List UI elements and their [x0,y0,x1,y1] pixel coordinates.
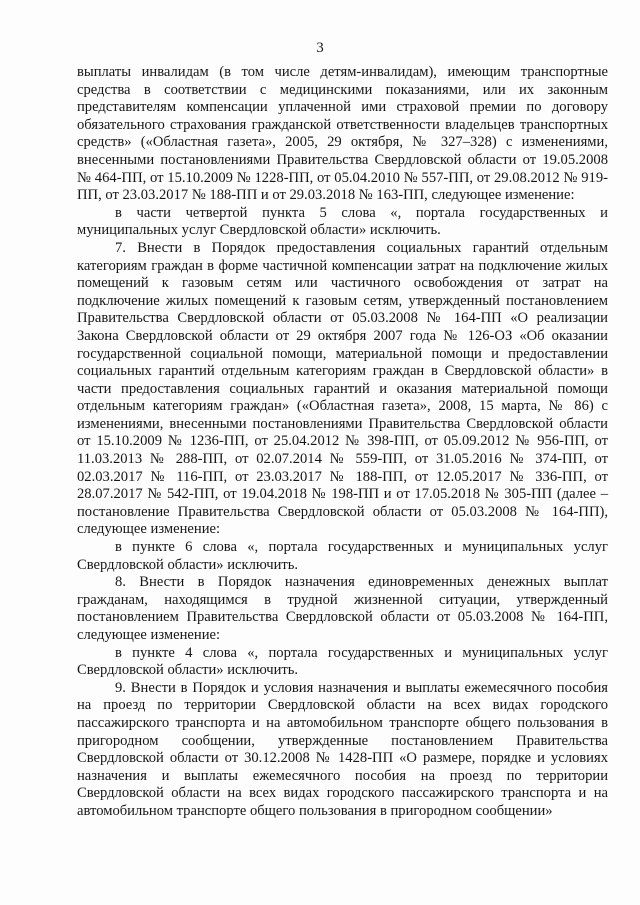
paragraph-item-7: 7. Внести в Порядок предоставления социальных гарантий отдельным категориям граждан в форме частичной компенсации затрат на подключение жилых помещений к газовым сетям или частичного освобождения от затрат на подключение жилых помещений к газовым сетям, утвержденный постановлением Правительства Свердловской области от 05.03.2008 № 164-ПП «О реализации Закона Свердловской области от 29 октября 2007 года № 126-ОЗ «Об оказании государственной социальной помощи, материальной помощи и предоставлении социальных гарантий отдельным категориям граждан в Свердловской области» в части предоставления социальных гарантий и оказания материальной помощи отдельным категориям граждан» («Областная газета», 2008, 15 марта, № 86) с изменениями, внесенными постановлениями Правительства Свердловской области от 15.10.2009 № 1236-ПП, от 25.04.2012 № 398-ПП, от 05.09.2012 № 956-ПП, от 11.03.2013 № 288-ПП, от 02.07.2014 № 559-ПП, от 31.05.2016 № 374-ПП, от 02.03.2017 № 116-ПП, от 23.03.2017 № 188-ПП, от 12.05.2017 № 336-ПП, от 28.07.2017 № 542-ПП, от 19.04.2018 № 198-ПП и от 17.05.2018 № 305-ПП (далее – постановление Правительства Свердловской области от 05.03.2008 № 164-ПП), следующее изменение: [77,239,608,538]
paragraph-continuation: выплаты инвалидам (в том числе детям-инвалидам), имеющим транспортные средства в соответствии с медицинскими показаниями, или их законным представителям компенсации уплаченной ими страховой премии по договору обязательного страхования гражданской ответственности владельцев транспортных средств» («Областная газета», 2005, 29 октября, № 327–328) с изменениями, внесенными постановлениями Правительства Свердловской области от 19.05.2008 № 464-ПП, от 15.10.2009 № 1228-ПП, от 05.04.2010 № 557-ПП, от 29.08.2012 № 919-ПП, от 23.03.2017 № 188-ПП и от 29.03.2018 № 163-ПП, следующее изменение: [77,64,608,204]
paragraph-item-8: 8. Внести в Порядок назначения единовременных денежных выплат гражданам, находящимся в трудной жизненной ситуации, утвержденный постановлением Правительства Свердловской области от 05.03.2008 № 164-ПП, следующее изменение: [77,574,608,643]
page-number: 3 [316,40,324,56]
paragraph-item-6-change: в части четвертой пункта 5 слова «, портала государственных и муниципальных услуг Свердловской области» исключить. [77,204,608,239]
paragraph-item-9: 9. Внести в Порядок и условия назначения и выплаты ежемесячного пособия на проезд по территории Свердловской области на всех видах городского пассажирского транспорта и на автомобильном транспорте общего пользования в пригородном сообщении, утвержденные постановлением Правительства Свердловской области от 30.12.2008 № 1428-ПП «О размере, порядке и условиях назначения и выплаты ежемесячного пособия на проезд по территории Свердловской области на всех видах городского пассажирского транспорта и на автомобильном транспорте общего пользования в пригородном сообщении» [77,679,608,819]
paragraph-item-8-change: в пункте 4 слова «, портала государственных и муниципальных услуг Свердловской области» исключить. [77,644,608,679]
document-body [77,64,608,821]
paragraph-item-7-change: в пункте 6 слова «, портала государственных и муниципальных услуг Свердловской области» исключить. [77,539,608,573]
